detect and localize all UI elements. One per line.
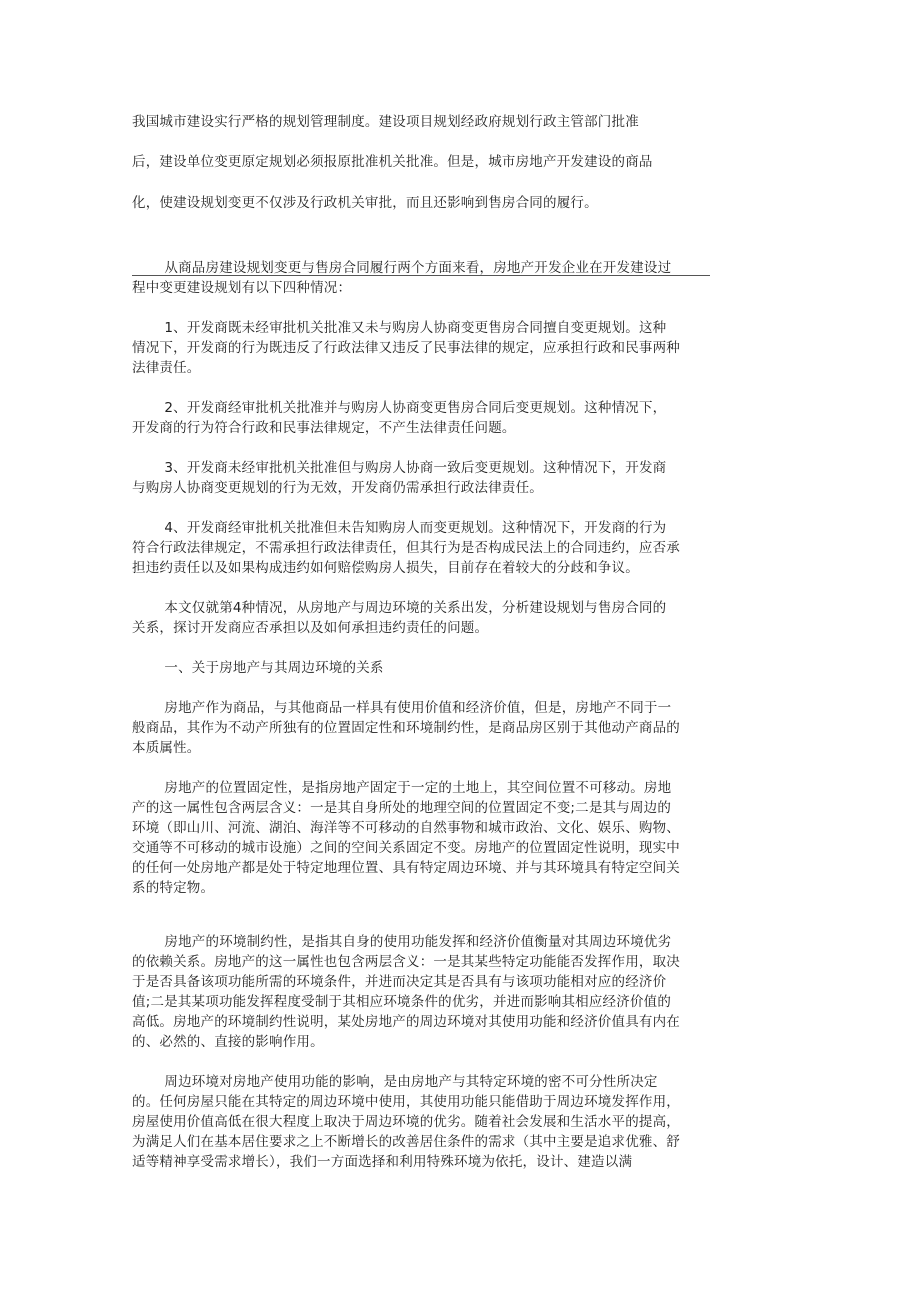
paragraph-environment-constraint: 房地产的环境制约性，是指其自身的使用功能发挥和经济价值衡量对其周边环境优劣的依赖关系。房地产的这一属性也包含两层含义：一是其某些特定功能能否发挥作用，取决于是否具备该项功能所需的环境条件，并进而决定其是否具有与该项功能相对应的经济价值;二是其某项功能发挥程度受制于其相应环境条件的优劣，并进而影响其相应经济价值的高低。房地产的环境制约性说明，某处房地产的周边环境对其使用功能和经济价值具有内在的、必然的、直接的影响作用。 [132, 934, 680, 1050]
article-body [132, 258, 680, 1192]
section-heading-1: 一、关于房地产与其周边环境的关系 [164, 660, 384, 676]
paragraph-case-2: 2、开发商经审批机关批准并与购房人协商变更售房合同后变更规划。这种情况下，开发商的行为符合行政和民事法律规定，不产生法律责任问题。 [132, 400, 667, 436]
paragraph-overview: 从商品房建设规划变更与售房合同履行两个方面来看，房地产开发企业在开发建设过程中变更建设规划有以下四种情况： [132, 260, 672, 296]
paragraph-scope: 本文仅就第4种情况，从房地产与周边环境的关系出发，分析建设规划与售房合同的关系，探讨开发商应否承担以及如何承担违约责任的问题。 [132, 600, 667, 636]
paragraph-location-fixity: 房地产的位置固定性，是指房地产固定于一定的土地上，其空间位置不可移动。房地产的这一属性包含两层含义：一是其自身所处的地理空间的位置固定不变;二是其与周边的环境（即山川、河流、湖泊、海洋等不可移动的自然事物和城市政治、文化、娱乐、购物、交通等不可移动的城市设施）之间的空间关系固定不变。房地产的位置固定性说明，现实中的任何一处房地产都是处于特定地理位置、具有特定周边环境、并与其环境具有特定空间关系的特定物。 [132, 780, 680, 896]
intro-line-1: 我国城市建设实行严格的规划管理制度。建设项目规划经政府规划行政主管部门批准 [132, 114, 639, 130]
paragraph-case-4: 4、开发商经审批机关批准但未告知购房人而变更规划。这种情况下，开发商的行为符合行政法律规定，不需承担行政法律责任，但其行为是否构成民法上的合同违约，应否承担违约责任以及如果构成违约如何赔偿购房人损失，目前存在着较大的分歧和争议。 [132, 520, 680, 576]
paragraph-commodity: 房地产作为商品，与其他商品一样具有使用价值和经济价值，但是，房地产不同于一般商品，其作为不动产所独有的位置固定性和环境制约性，是商品房区别于其他动产商品的本质属性。 [132, 700, 680, 756]
paragraph-case-3: 3、开发商未经审批机关批准但与购房人协商一致后变更规划。这种情况下，开发商与购房人协商变更规划的行为无效，开发商仍需承担行政法律责任。 [132, 460, 667, 496]
paragraph-case-1: 1、开发商既未经审批机关批准又未与购房人协商变更售房合同擅自变更规划。这种情况下，开发商的行为既违反了行政法律又违反了民事法律的规定，应承担行政和民事两种法律责任。 [132, 320, 680, 376]
paragraph-environment-impact: 周边环境对房地产使用功能的影响，是由房地产与其特定环境的密不可分性所决定的。任何房屋只能在其特定的周边环境中使用，其使用功能只能借助于周边环境发挥作用，房屋使用价值高低在很大程度上取决于周边环境的优劣。随着社会发展和生活水平的提高，为满足人们在基本居住要求之上不断增长的改善居住条件的需求（其中主要是追求优雅、舒适等精神享受需求增长），我们一方面选择和利用特殊环境为依托，设计、建造以满 [132, 1074, 680, 1170]
intro-line-3: 化，使建设规划变更不仅涉及行政机关审批，而且还影响到售房合同的履行。 [132, 195, 598, 211]
intro-line-2: 后，建设单位变更原定规划必须报原批准机关批准。但是，城市房地产开发建设的商品 [132, 154, 653, 170]
